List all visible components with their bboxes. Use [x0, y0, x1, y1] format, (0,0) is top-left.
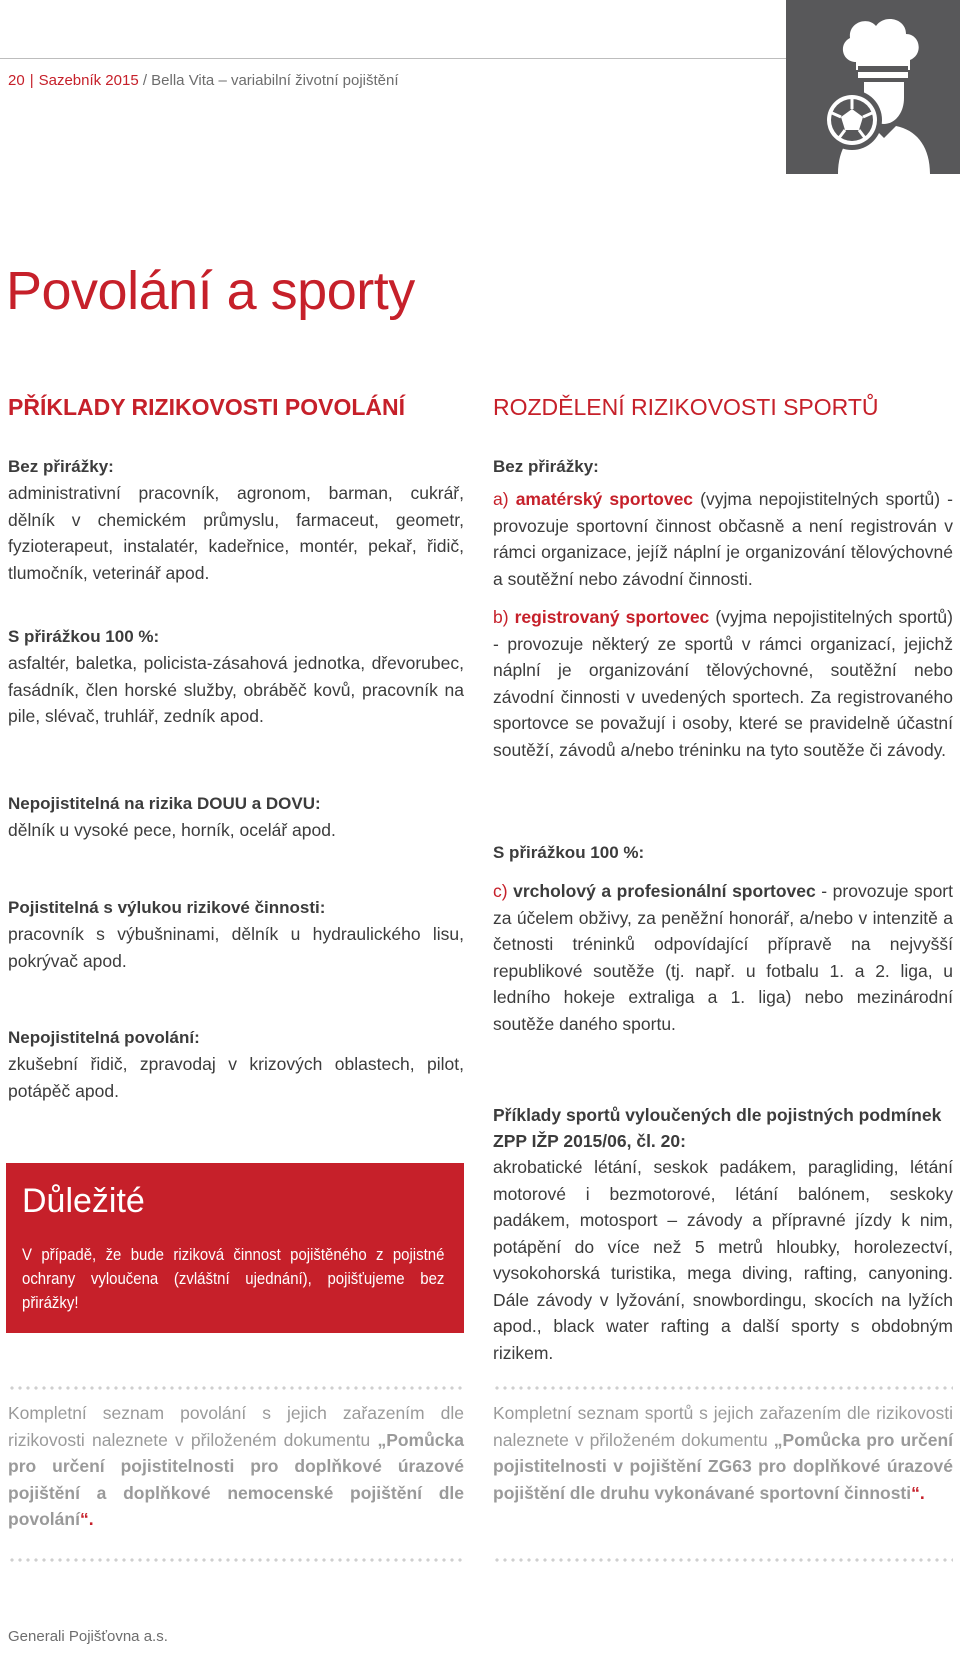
surcharge-block: [493, 840, 953, 1037]
group-label: Pojistitelná s výlukou rizikové činnosti:: [8, 898, 326, 917]
page-number: 20: [8, 72, 25, 89]
chef-soccer-icon: [786, 0, 960, 174]
occupation-group: [8, 1025, 464, 1104]
group-text: administrativní pracovník, agronom, barman, cukrář, dělník v chemickém průmyslu, farmaceut, geometr, fyzioterapeut, instalatér, kadeřnice, montér, pekař, řidič, tlumočník, veterinář apod.: [8, 483, 464, 583]
product-name: / Bella Vita – variabilní životní pojištění: [138, 72, 399, 89]
sport-category-c: c) vrcholový a profesionální sportovec - provozuje sport za účelem obživy, za peněžní honorář, a/nebo v intenzitě a četnosti tréninků odpovídající přípravě na nejvyšší republikové soutěže (tj. např. u fotbalu 1. a 2. liga, u ledního hokeje extraliga a 1. liga) nebo mezinárodní soutěže daného sportu.: [493, 881, 953, 1034]
important-box: [6, 1163, 464, 1333]
group-text: dělník u vysoké pece, horník, ocelář apod.: [8, 820, 336, 840]
important-text: V případě, že bude riziková činnost pojištěného z pojistné ochrany vyloučena (zvláštní ujednání), pojišťujeme bez přirážky!: [22, 1245, 445, 1312]
dotted-divider: [8, 1386, 464, 1390]
term-professional: vrcholový a profesionální sportovec: [513, 881, 816, 901]
document-reference: „Pomůcka pro určení pojistitelnosti v pojištění ZG63 pro doplňkové úrazové pojištění dle druhu vykonávané sportovní činnosti: [493, 1429, 953, 1503]
page-title: Povolání a sporty: [6, 261, 415, 321]
occupation-group: [8, 454, 464, 586]
document-reference: „Pomůcka pro určení pojistitelnosti pro doplňkové úrazové pojištění a doplňkové nemocenské pojištění dle povolání: [8, 1429, 464, 1529]
group-label: Nepojistitelná na rizika DOUU a DOVU:: [8, 794, 321, 813]
term-amateur: amatérský sportovec: [515, 489, 694, 509]
group-text: asfaltér, baletka, policista-zásahová jednotka, dřevorubec, fasádník, člen horské služby, obráběč kovů, pracovník na pile, slévač, truhlář, zedník apod.: [8, 653, 464, 726]
sports-column: [493, 392, 953, 1363]
occupations-note: Kompletní seznam povolání s jejich zařazením dle rizikovosti naleznete v přiloženém dokumentu „Pomůcka pro určení pojistitelnosti pro doplňkové úrazové pojištění a doplňkové nemocenské pojištění dle povolání“.: [8, 1403, 464, 1529]
no-surcharge-label: Bez přirážky:: [493, 457, 599, 476]
surcharge-label: S přirážkou 100 %:: [493, 843, 645, 862]
sport-category-b: b) registrovaný sportovec (vyjma nepojistitelných sportů) - provozuje některý ze sportů v rámci organizací, jejichž náplní je organizování tělovýchovné, soutěžní nebo závodní činnosti v uvedených sportech. Za registrovaného sportovce se považují i osoby, které se pravidelně účastní soutěží, závodů a/nebo tréninku na tyto soutěže či závody.: [493, 607, 953, 760]
group-label: Nepojistitelná povolání:: [8, 1028, 200, 1047]
occupation-group: [8, 624, 464, 730]
dotted-divider: [493, 1558, 953, 1562]
dotted-divider: [8, 1558, 464, 1562]
sports-heading: ROZDĚLENÍ RIZIKOVOSTI SPORTŮ: [493, 394, 879, 420]
sport-category-a: a) amatérský sportovec (vyjma nepojistitelných sportů) - provozuje sportovní činnost občasně a není registrován v rámci organizace, jejíž náplní je organizování tělovýchovné a soutěžní nebo závodní činnosti.: [493, 489, 953, 589]
group-text: pracovník s výbušninami, dělník u hydraulického lisu, pokrývač apod.: [8, 924, 464, 971]
excluded-sports-label: Příklady sportů vyloučených dle pojistných podmínek ZPP IŽP 2015/06, čl. 20:: [493, 1105, 942, 1151]
no-surcharge-block: [493, 454, 953, 763]
occupations-heading: PŘÍKLADY RIZIKOVOSTI POVOLÁNÍ: [8, 394, 405, 420]
term-registered: registrovaný sportovec: [514, 607, 710, 627]
publication-name: Sazebník 2015: [38, 72, 139, 89]
group-label: S přirážkou 100 %:: [8, 627, 160, 646]
occupation-group: [8, 791, 464, 844]
top-rule: [0, 58, 786, 59]
occupation-group: [8, 895, 464, 974]
sports-note: Kompletní seznam sportů s jejich zařazením dle rizikovosti naleznete v přiloženém dokumentu „Pomůcka pro určení pojistitelnosti v pojištění ZG63 pro doplňkové úrazové pojištění dle druhu vykonávané sportovní činnosti“.: [493, 1403, 953, 1503]
excluded-sports-text: akrobatické létání, seskok padákem, paragliding, létání motorové i bezmotorové, létání balónem, seskoky padákem, motosport – závody a přípravné jízdy k nim, potápění do více než 5 metrů hloubky, horolezectví, vysokohorská turistika, mega diving, rafting, canyoning. Dále závody v lyžování, snowbordingu, skocích na lyžích apod., black water rafting a další sporty s obdobným rizikem.: [493, 1157, 953, 1363]
group-label: Bez přirážky:: [8, 457, 114, 476]
footer-company: Generali Pojišťovna a.s.: [8, 1628, 168, 1645]
running-header: 20 | Sazebník 2015 / Bella Vita – variabilní životní pojištění: [8, 72, 399, 89]
excluded-sports-block: [493, 1102, 953, 1366]
important-title: Důležité: [22, 1182, 145, 1220]
occupations-column: [8, 392, 464, 1101]
group-text: zkušební řidič, zpravodaj v krizových oblastech, pilot, potápěč apod.: [8, 1054, 464, 1101]
dotted-divider: [493, 1386, 953, 1390]
